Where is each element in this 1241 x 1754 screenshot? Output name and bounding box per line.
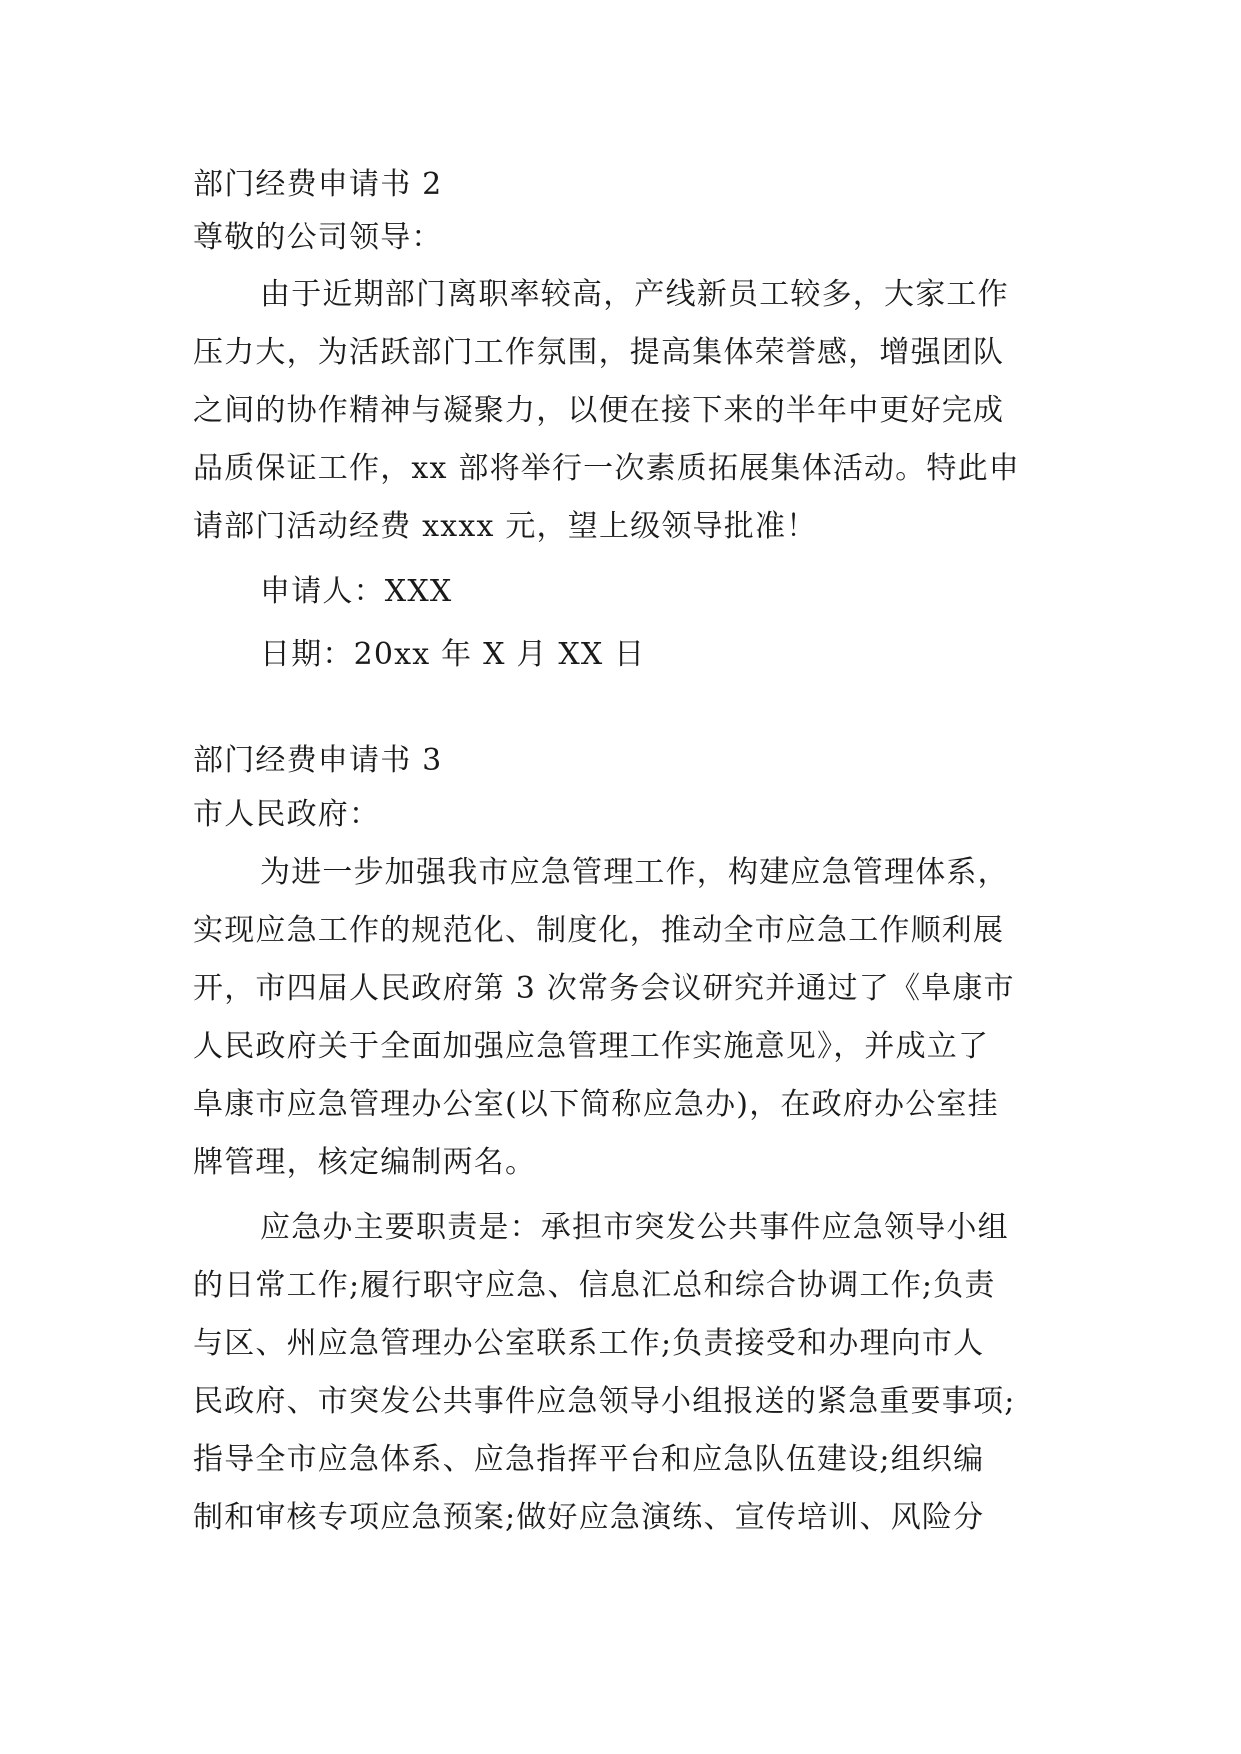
date-line: 日期：20xx 年 X 月 XX 日 (260, 637, 646, 672)
body-line: 的日常工作;履行职守应急、信息汇总和综合协调工作;负责 (193, 1268, 996, 1303)
salutation: 尊敬的公司领导： (193, 220, 443, 255)
body-line: 指导全市应急体系、应急指挥平台和应急队伍建设;组织编 (193, 1442, 985, 1477)
body-line: 实现应急工作的规范化、制度化，推动全市应急工作顺利展 (193, 913, 1005, 948)
body-line: 民政府、市突发公共事件应急领导小组报送的紧急重要事项; (193, 1384, 1016, 1419)
body-line: 开，市四届人民政府第 3 次常务会议研究并通过了《阜康市 (193, 971, 1015, 1006)
body-line: 请部门活动经费 xxxx 元，望上级领导批准！ (193, 509, 818, 544)
body-line: 制和审核专项应急预案;做好应急演练、宣传培训、风险分 (193, 1500, 985, 1535)
body-line: 之间的协作精神与凝聚力，以便在接下来的半年中更好完成 (193, 393, 1005, 428)
applicant-line: 申请人：XXX (260, 574, 453, 609)
body-line: 与区、州应急管理办公室联系工作;负责接受和办理向市人 (193, 1326, 985, 1361)
body-line: 应急办主要职责是：承担市突发公共事件应急领导小组 (260, 1210, 1009, 1245)
section-title: 部门经费申请书 3 (193, 743, 443, 778)
body-line: 人民政府关于全面加强应急管理工作实施意见》，并成立了 (193, 1029, 990, 1064)
body-line: 由于近期部门离职率较高，产线新员工较多，大家工作 (260, 277, 1009, 312)
body-line: 阜康市应急管理办公室(以下简称应急办)，在政府办公室挂 (193, 1087, 999, 1122)
body-line: 压力大，为活跃部门工作氛围，提高集体荣誉感，增强团队 (193, 335, 1005, 370)
body-line: 为进一步加强我市应急管理工作，构建应急管理体系， (260, 855, 1009, 890)
body-line: 品质保证工作，xx 部将举行一次素质拓展集体活动。特此申 (193, 451, 1020, 486)
body-line: 牌管理，核定编制两名。 (193, 1145, 537, 1180)
section-title: 部门经费申请书 2 (193, 167, 443, 202)
salutation: 市人民政府： (193, 797, 381, 832)
